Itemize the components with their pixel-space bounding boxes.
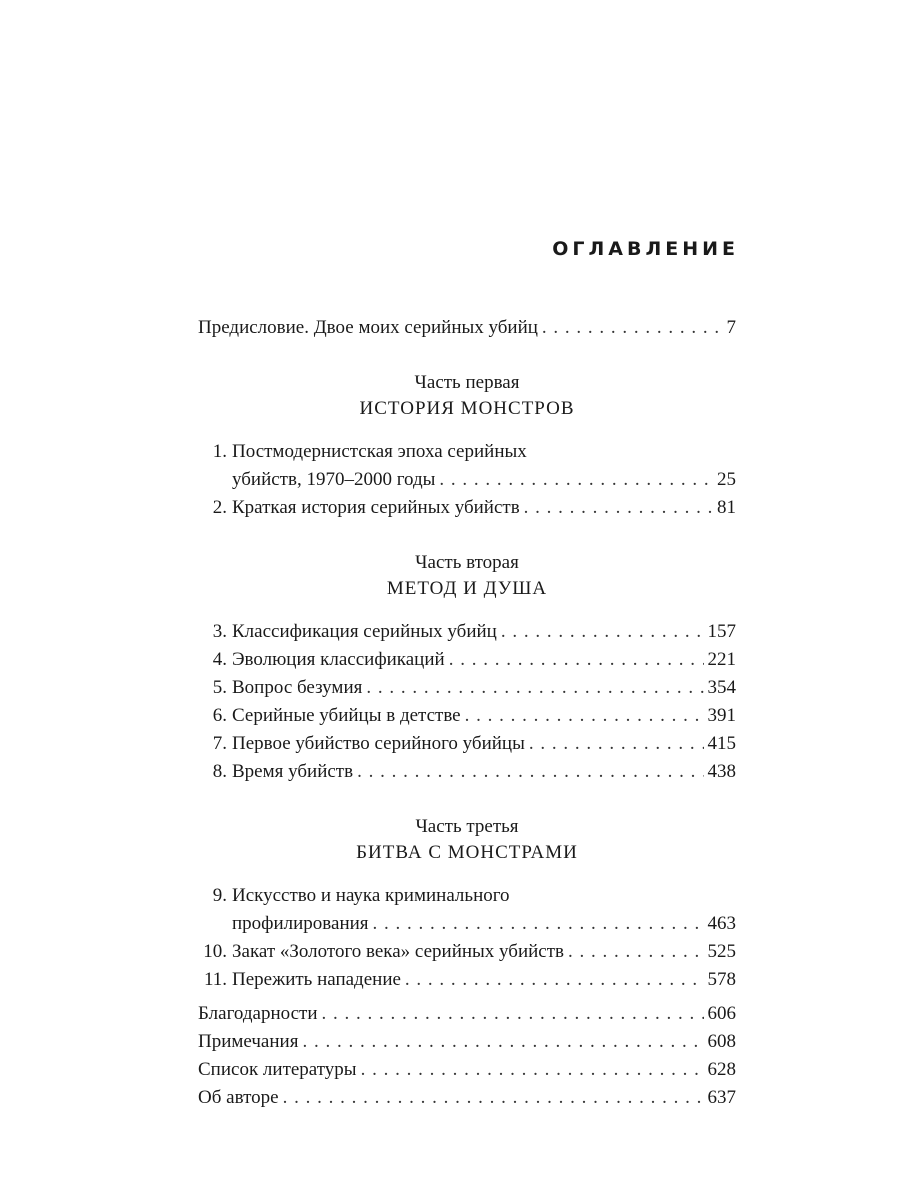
chapter-number: 6. xyxy=(212,705,227,726)
entry-title: убийств, 1970–2000 годы xyxy=(232,469,436,490)
dot-leader xyxy=(501,618,704,646)
dot-leader xyxy=(302,1028,703,1056)
toc-entry[interactable] xyxy=(198,494,736,522)
page-number: 25 xyxy=(717,469,736,490)
chapter-number: 8. xyxy=(212,761,227,782)
page-number: 81 xyxy=(717,497,736,518)
dot-leader xyxy=(366,674,703,702)
toc-entry-back-matter[interactable] xyxy=(198,1000,736,1028)
dot-leader xyxy=(373,910,704,938)
dot-leader xyxy=(283,1084,704,1112)
entry-title: Вопрос безумия xyxy=(232,677,363,698)
dot-leader xyxy=(357,758,703,786)
entry-title: Краткая история серийных убийств xyxy=(232,497,520,518)
dot-leader xyxy=(529,730,704,758)
entry-title: Примечания xyxy=(198,1031,299,1052)
page-number: 606 xyxy=(707,1003,736,1024)
entry-title: Серийные убийцы в детстве xyxy=(232,705,461,726)
dot-leader xyxy=(524,494,713,522)
chapter-number: 3. xyxy=(212,621,227,642)
toc-entry-preface[interactable] xyxy=(198,314,736,342)
toc-entry[interactable] xyxy=(198,938,736,966)
entry-title: Искусство и наука криминального xyxy=(232,885,510,906)
dot-leader xyxy=(361,1056,704,1084)
toc-entry-back-matter[interactable] xyxy=(198,1084,736,1112)
toc-entry[interactable] xyxy=(198,618,736,646)
dot-leader xyxy=(439,466,713,494)
page-number: 608 xyxy=(707,1031,736,1052)
page-number: 438 xyxy=(707,761,736,782)
chapter-number: 9. xyxy=(212,885,227,906)
page-title: ОГЛАВЛЕНИЕ xyxy=(552,238,739,260)
entry-title: Первое убийство серийного убийцы xyxy=(232,733,525,754)
part-label: Часть вторая xyxy=(415,552,519,573)
entry-title: Эволюция классификаций xyxy=(232,649,445,670)
part-name: БИТВА С МОНСТРАМИ xyxy=(356,842,578,863)
part-heading xyxy=(198,814,736,866)
entry-title: Время убийств xyxy=(232,761,354,782)
dot-leader xyxy=(322,1000,704,1028)
toc-entry[interactable] xyxy=(198,702,736,730)
page-number: 525 xyxy=(707,941,736,962)
chapter-number: 7. xyxy=(212,733,227,754)
part-label: Часть первая xyxy=(414,372,520,393)
entry-title: Об авторе xyxy=(198,1087,279,1108)
toc-entry[interactable] xyxy=(198,758,736,786)
entry-title: Благодарности xyxy=(198,1003,318,1024)
entry-title: профилирования xyxy=(232,913,369,934)
page-number: 637 xyxy=(707,1087,736,1108)
part-heading xyxy=(198,370,736,422)
chapter-number: 11. xyxy=(203,969,227,990)
entry-title: Предисловие. Двое моих серийных убийц xyxy=(198,317,538,338)
page-number: 463 xyxy=(707,913,736,934)
page-number: 354 xyxy=(707,677,736,698)
entry-title: Пережить нападение xyxy=(232,969,401,990)
entry-title: Постмодернистская эпоха серийных xyxy=(232,441,527,462)
entry-title: Список литературы xyxy=(198,1059,357,1080)
page-number: 628 xyxy=(707,1059,736,1080)
dot-leader xyxy=(465,702,704,730)
toc-entry[interactable] xyxy=(198,910,736,938)
dot-leader xyxy=(542,314,723,342)
toc-entry[interactable] xyxy=(198,730,736,758)
page-number: 415 xyxy=(707,733,736,754)
toc-entry[interactable] xyxy=(198,646,736,674)
toc-entry-back-matter[interactable] xyxy=(198,1028,736,1056)
dot-leader xyxy=(405,966,704,994)
chapter-number: 10. xyxy=(203,941,227,962)
page-number: 221 xyxy=(707,649,736,670)
chapter-number: 2. xyxy=(212,497,227,518)
part-name: ИСТОРИЯ МОНСТРОВ xyxy=(359,398,575,419)
part-label: Часть третья xyxy=(415,816,519,837)
part-heading xyxy=(198,550,736,602)
part-name: МЕТОД И ДУША xyxy=(386,578,548,599)
toc-entry-back-matter[interactable] xyxy=(198,1056,736,1084)
chapter-number: 1. xyxy=(212,441,227,462)
toc-entry[interactable] xyxy=(198,674,736,702)
toc-entry-line[interactable] xyxy=(198,882,736,910)
toc-entry-line[interactable] xyxy=(198,438,736,466)
toc-entry[interactable] xyxy=(198,966,736,994)
chapter-number: 5. xyxy=(212,677,227,698)
chapter-number: 4. xyxy=(212,649,227,670)
dot-leader xyxy=(449,646,704,674)
table-of-contents xyxy=(198,314,736,1112)
page-number: 157 xyxy=(707,621,736,642)
page-number: 7 xyxy=(726,317,736,338)
page-number: 391 xyxy=(707,705,736,726)
page-number: 578 xyxy=(707,969,736,990)
toc-entry[interactable] xyxy=(198,466,736,494)
entry-title: Классификация серийных убийц xyxy=(232,621,497,642)
entry-title: Закат «Золотого века» серийных убийств xyxy=(232,941,565,962)
dot-leader xyxy=(568,938,703,966)
